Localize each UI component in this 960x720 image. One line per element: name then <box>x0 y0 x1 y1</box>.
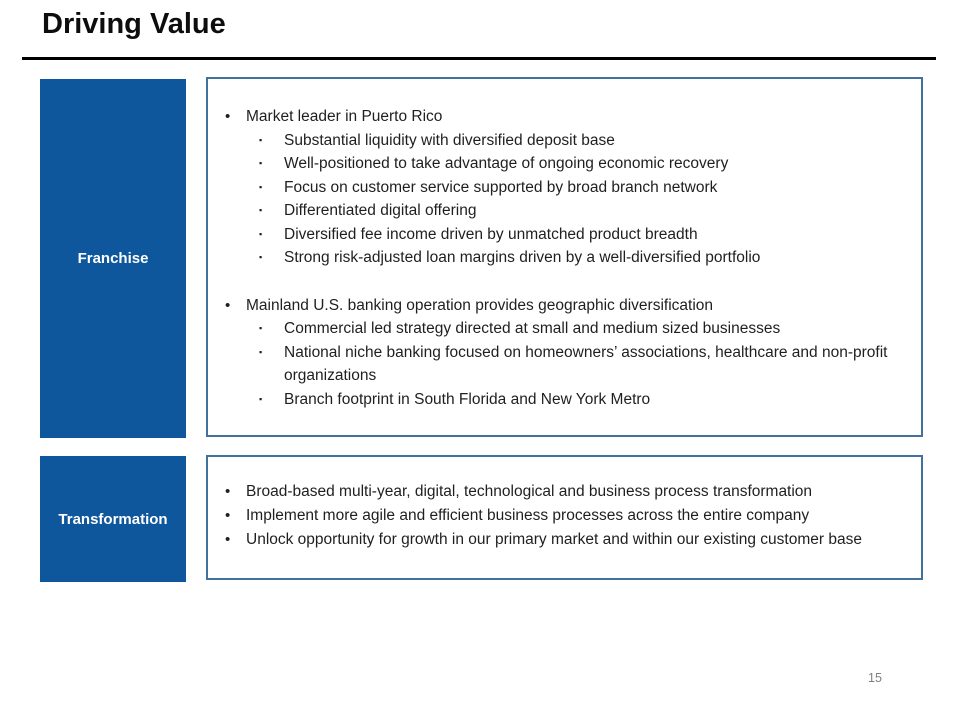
bullet-marker-icon: • <box>225 483 231 500</box>
bullet-item <box>219 294 909 318</box>
page-number: 15 <box>868 671 882 685</box>
bullet-text: Focus on customer service supported by broad branch network <box>284 178 718 196</box>
bullet-text: Mainland U.S. banking operation provides geographic diversification <box>246 296 713 314</box>
section-label-transformation <box>40 456 186 582</box>
bullet-text: Diversified fee income driven by unmatched product breadth <box>284 225 698 243</box>
bullet-text: National niche banking focused on homeowners’ associations, healthcare and non-profit organizations <box>284 343 888 384</box>
bullet-text: Market leader in Puerto Rico <box>246 108 443 125</box>
franchise-content-box <box>206 77 923 437</box>
section-label-text: Transformation <box>58 510 168 528</box>
bullet-item <box>251 152 909 176</box>
bullet-text: Substantial liquidity with diversified deposit base <box>284 131 615 149</box>
bullet-item <box>251 341 909 388</box>
section-label-text: Franchise <box>77 250 149 267</box>
bullet-item <box>251 317 909 341</box>
bullet-marker-icon: ▪ <box>259 252 263 262</box>
bullet-item <box>219 504 909 528</box>
bullet-marker-icon: • <box>225 507 231 524</box>
bullet-text: Broad-based multi-year, digital, technological and business process transformation <box>246 483 813 500</box>
bullet-marker-icon: ▪ <box>259 134 263 145</box>
bullet-text: Differentiated digital offering <box>284 202 477 219</box>
bullet-text: Strong risk-adjusted loan margins driven by a well-diversified portfolio <box>284 249 761 266</box>
bullet-text: Branch footprint in South Florida and New York Metro <box>284 390 651 408</box>
bullet-marker-icon: • <box>225 531 231 548</box>
bullet-item <box>251 199 909 223</box>
bullet-text: Unlock opportunity for growth in our primary market and within our existing customer base <box>246 531 862 548</box>
bullet-item <box>251 223 909 247</box>
bullet-text: Well-positioned to take advantage of ongoing economic recovery <box>284 155 729 172</box>
bullet-marker-icon: ▪ <box>259 393 263 404</box>
bullet-marker-icon: • <box>225 108 231 125</box>
bullet-marker-icon: ▪ <box>259 158 263 168</box>
transformation-content-box <box>206 455 923 580</box>
bullet-marker-icon: ▪ <box>259 181 263 192</box>
slide-title: Driving Value <box>42 8 226 40</box>
bullet-marker-icon: ▪ <box>259 346 263 357</box>
bullet-item <box>219 528 909 552</box>
bullet-item <box>251 246 909 270</box>
bullet-marker-icon: ▪ <box>259 323 263 333</box>
section-label-franchise <box>40 79 186 438</box>
bullet-marker-icon: ▪ <box>259 205 263 215</box>
bullet-marker-icon: • <box>225 296 231 314</box>
bullet-item <box>251 129 909 153</box>
bullet-item <box>219 480 909 504</box>
bullet-text: Implement more agile and efficient business processes across the entire company <box>246 507 810 524</box>
bullet-item <box>219 105 909 129</box>
title-rule <box>22 57 936 60</box>
bullet-marker-icon: ▪ <box>259 228 263 239</box>
bullet-item <box>251 176 909 200</box>
bullet-text: Commercial led strategy directed at small and medium sized businesses <box>284 320 781 337</box>
bullet-item <box>251 388 909 412</box>
